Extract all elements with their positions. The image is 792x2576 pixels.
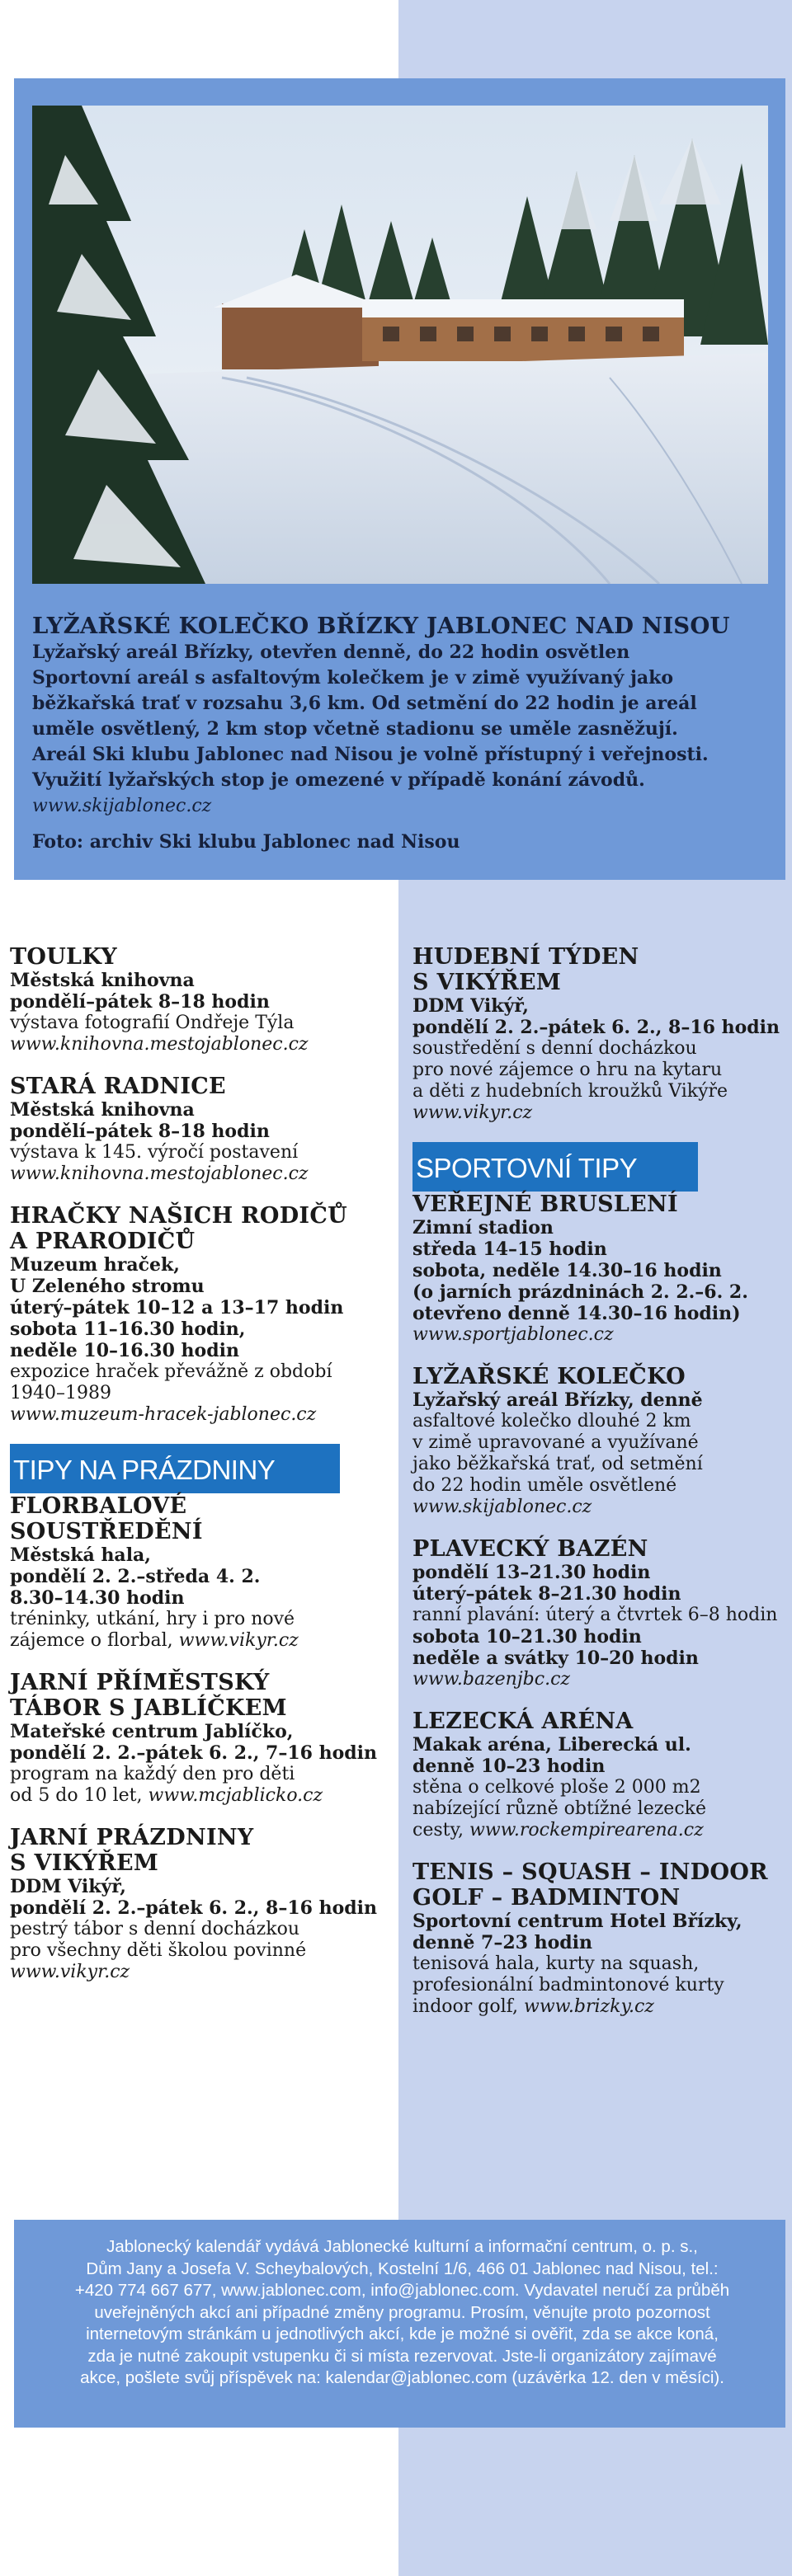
- left-column: [10, 944, 394, 2001]
- event-title: TÁBOR S JABLÍČKEM: [10, 1695, 287, 1721]
- event-place: Zimní stadion: [412, 1217, 554, 1239]
- event-desc: expozice hraček převážně z období: [10, 1361, 332, 1382]
- event-desc: ranní plavání: úterý a čtvrtek 6–8 hodin: [412, 1605, 778, 1625]
- event-desc: 1940–1989: [10, 1383, 111, 1403]
- event-desc: pro nové zájemce o hru na kytaru: [412, 1060, 723, 1080]
- event-plavecky-bazen: [412, 1536, 785, 1690]
- event-title: LYŽAŘSKÉ KOLEČKO: [412, 1364, 686, 1389]
- event-hudebni-tyden: [412, 944, 785, 1124]
- event-time: sobota, neděle 14.30–16 hodin: [412, 1260, 722, 1281]
- event-desc: program na každý den pro děti: [10, 1764, 295, 1784]
- event-time: úterý–pátek 10–12 a 13–17 hodin: [10, 1297, 344, 1319]
- event-title: STARÁ RADNICE: [10, 1074, 226, 1099]
- event-title: HUDEBNÍ TÝDEN: [412, 944, 639, 970]
- right-column: [412, 944, 785, 2036]
- event-link[interactable]: www.vikyr.cz: [412, 1102, 533, 1123]
- event-title: A PRARODIČŮ: [10, 1229, 196, 1254]
- footer-line: Jablonecký kalendář vydává Jablonecké kulturní a informační centrum, o. p. s.,: [106, 2237, 698, 2256]
- feature-line: Areál Ski klubu Jablonec nad Nisou je volně přístupný i veřejnosti.: [32, 744, 709, 765]
- ski-area-photo-icon: [32, 106, 768, 584]
- feature-line: uměle osvětlený, 2 km stop včetně stadionu se uměle zasněžují.: [32, 718, 678, 740]
- footer-line: uveřejněných akcí ani případné změny programu. Prosím, věnujte proto pozornost: [94, 2302, 710, 2322]
- event-lyzarske-kolecko: [412, 1364, 785, 1518]
- event-stara-radnice: [10, 1074, 394, 1185]
- event-time: sobota 10–21.30 hodin: [412, 1626, 642, 1648]
- event-desc-with-link: [412, 1820, 785, 1841]
- event-title: JARNÍ PRÁZDNINY: [10, 1825, 254, 1850]
- event-desc-with-link: [10, 1630, 394, 1652]
- event-desc: asfaltové kolečko dlouhé 2 km: [412, 1411, 691, 1431]
- event-desc: profesionální badmintonové kurty: [412, 1975, 724, 1995]
- footer-line: internetovým stránkám u jednotlivých akcí, kde je možné si ověřit, zda se akce koná,: [86, 2325, 719, 2343]
- event-desc: jako běžkařská trať, od setmění: [412, 1454, 703, 1474]
- event-title: S VIKÝŘEM: [412, 970, 562, 995]
- event-place: Městská hala,: [10, 1544, 151, 1566]
- event-time: pondělí 2. 2.–pátek 6. 2., 8–16 hodin: [412, 1017, 780, 1038]
- event-desc: stěna o celkové ploše 2 000 m2: [412, 1777, 701, 1798]
- event-time: pondělí 2. 2.–středa 4. 2.: [10, 1566, 261, 1587]
- feature-line: Sportovní areál s asfaltovým kolečkem je v zimě využívaný jako: [32, 667, 674, 689]
- footer-line: akce, pošlete svůj příspěvek na: kalendar@jablonec.com (uzávěrka 12. den v měsíci).: [80, 2368, 724, 2387]
- photo-credit: Foto: archiv Ski klubu Jablonec nad Nisou: [32, 831, 460, 853]
- event-title: TENIS – SQUASH – INDOOR: [412, 1859, 768, 1885]
- feature-line: Lyžařský areál Břízky, otevřen denně, do 22 hodin osvětlen: [32, 642, 630, 663]
- event-desc: do 22 hodin uměle osvětlené: [412, 1475, 677, 1496]
- event-jarni-prazdniny: [10, 1825, 394, 1983]
- event-place: Sportovní centrum Hotel Břízky,: [412, 1911, 742, 1932]
- event-time: sobota 11–16.30 hodin,: [10, 1319, 246, 1340]
- event-link[interactable]: www.rockempirearena.cz: [469, 1820, 704, 1840]
- event-place: Mateřské centrum Jablíčko,: [10, 1721, 294, 1742]
- event-link[interactable]: www.mcjablicko.cz: [148, 1785, 323, 1806]
- event-desc: a děti z hudebních kroužků Vikýře: [412, 1081, 728, 1102]
- event-place: DDM Vikýř,: [10, 1876, 126, 1897]
- event-florbal: [10, 1493, 394, 1652]
- event-toulky: [10, 944, 394, 1055]
- event-brusleni: [412, 1192, 785, 1346]
- event-desc: v zimě upravované a využívané: [412, 1432, 699, 1453]
- event-time: pondělí 2. 2.–pátek 6. 2., 7–16 hodin: [10, 1742, 377, 1764]
- feature-link[interactable]: www.skijablonec.cz: [32, 796, 212, 816]
- event-time: 8.30–14.30 hodin: [10, 1587, 185, 1609]
- event-desc: pestrý tábor s denní docházkou: [10, 1919, 299, 1939]
- event-place: Muzeum hraček,: [10, 1254, 180, 1276]
- event-title: HRAČKY NAŠICH RODIČŮ: [10, 1203, 347, 1229]
- event-place: Městská knihovna: [10, 970, 195, 991]
- event-link[interactable]: www.vikyr.cz: [178, 1630, 299, 1651]
- event-time: denně 7–23 hodin: [412, 1932, 593, 1953]
- event-link[interactable]: www.knihovna.mestojablonec.cz: [10, 1034, 309, 1055]
- event-lezecka-arena: [412, 1709, 785, 1841]
- event-link[interactable]: www.vikyr.cz: [10, 1962, 130, 1982]
- section-banner-sportovni-tipy: SPORTOVNÍ TIPY: [412, 1142, 698, 1192]
- event-link[interactable]: www.brizky.cz: [524, 1996, 654, 2017]
- event-place: Makak aréna, Liberecká ul.: [412, 1734, 691, 1756]
- event-title: FLORBALOVÉ: [10, 1493, 187, 1519]
- event-desc: cesty,: [412, 1820, 464, 1840]
- event-desc: výstava k 145. výročí postavení: [10, 1142, 299, 1163]
- event-title: JARNÍ PŘÍMĚSTSKÝ: [10, 1670, 270, 1695]
- event-title: SOUSTŘEDĚNÍ: [10, 1519, 203, 1544]
- event-place: Městská knihovna: [10, 1099, 195, 1121]
- event-time: pondělí–pátek 8–18 hodin: [10, 1121, 270, 1142]
- event-tabor: [10, 1670, 394, 1807]
- event-desc: tenisová hala, kurty na squash,: [412, 1953, 700, 1974]
- event-time: neděle a svátky 10–20 hodin: [412, 1648, 699, 1669]
- event-title: GOLF – BADMINTON: [412, 1885, 681, 1911]
- feature-panel: [14, 78, 785, 880]
- event-time: denně 10–23 hodin: [412, 1756, 606, 1777]
- event-time: (o jarních prázdninách 2. 2.–6. 2.: [412, 1281, 748, 1303]
- event-time: pondělí 13–21.30 hodin: [412, 1562, 651, 1583]
- event-title: S VIKÝŘEM: [10, 1850, 159, 1876]
- event-desc: výstava fotografií Ondřeje Týla: [10, 1013, 295, 1033]
- feature-title: LYŽAŘSKÉ KOLEČKO BŘÍZKY JABLONEC NAD NISOU: [32, 613, 730, 639]
- feature-line: Využití lyžařských stop je omezené v případě konání závodů.: [32, 769, 645, 791]
- event-place: DDM Vikýř,: [412, 995, 529, 1017]
- feature-line: běžkařská trať v rozsahu 3,6 km. Od setmění do 22 hodin je areál: [32, 693, 697, 714]
- event-link[interactable]: www.skijablonec.cz: [412, 1497, 592, 1517]
- footer-line: Dům Jany a Josefa V. Scheybalových, Kostelní 1/6, 466 01 Jablonec nad Nisou, tel.:: [86, 2259, 719, 2278]
- event-link[interactable]: www.muzeum-hracek-jablonec.cz: [10, 1404, 317, 1425]
- ski-area-photo: [32, 106, 768, 584]
- event-desc-with-link: [412, 1996, 785, 2018]
- event-time: středa 14–15 hodin: [412, 1239, 607, 1260]
- event-desc: indoor golf,: [412, 1996, 519, 2017]
- event-desc: od 5 do 10 let,: [10, 1785, 143, 1806]
- event-desc-with-link: [10, 1785, 394, 1807]
- event-place: U Zeleného stromu: [10, 1276, 205, 1297]
- footer-line: zda je nutné zakoupit vstupenku či si místa rezervovat. Jste-li organizátory zajímavé: [87, 2346, 717, 2366]
- footer-info-box: [14, 2220, 785, 2428]
- event-title: TOULKY: [10, 944, 117, 970]
- event-desc: zájemce o florbal,: [10, 1630, 173, 1651]
- event-time: pondělí 2. 2.–pátek 6. 2., 8–16 hodin: [10, 1897, 377, 1919]
- event-time: otevřeno denně 14.30–16 hodin): [412, 1303, 741, 1324]
- event-desc: nabízející různě obtížné lezecké: [412, 1798, 706, 1819]
- event-link[interactable]: www.bazenjbc.cz: [412, 1669, 570, 1690]
- event-desc: soustředění s denní docházkou: [412, 1038, 697, 1059]
- event-desc: pro všechny děti školou povinné: [10, 1940, 307, 1961]
- event-time: neděle 10–16.30 hodin: [10, 1340, 239, 1361]
- event-place: Lyžařský areál Břízky, denně: [412, 1389, 703, 1411]
- section-banner-tipy-na-prazdniny: TIPY NA PRÁZDNINY: [10, 1444, 340, 1493]
- event-time: úterý–pátek 8–21.30 hodin: [412, 1583, 681, 1605]
- feature-text: [32, 613, 768, 855]
- event-desc: tréninky, utkání, hry i pro nové: [10, 1609, 295, 1629]
- event-title: PLAVECKÝ BAZÉN: [412, 1536, 648, 1562]
- event-title: LEZECKÁ ARÉNA: [412, 1709, 634, 1734]
- event-link[interactable]: www.sportjablonec.cz: [412, 1324, 614, 1345]
- event-time: pondělí–pátek 8–18 hodin: [10, 991, 270, 1013]
- event-link[interactable]: www.knihovna.mestojablonec.cz: [10, 1163, 309, 1184]
- event-hracky: [10, 1203, 394, 1426]
- event-tenis-squash: [412, 1859, 785, 2018]
- event-title: VEŘEJNÉ BRUSLENÍ: [412, 1192, 678, 1217]
- footer-line: +420 774 667 677, www.jablonec.com, info@jablonec.com. Vydavatel neručí za průběh: [74, 2281, 730, 2300]
